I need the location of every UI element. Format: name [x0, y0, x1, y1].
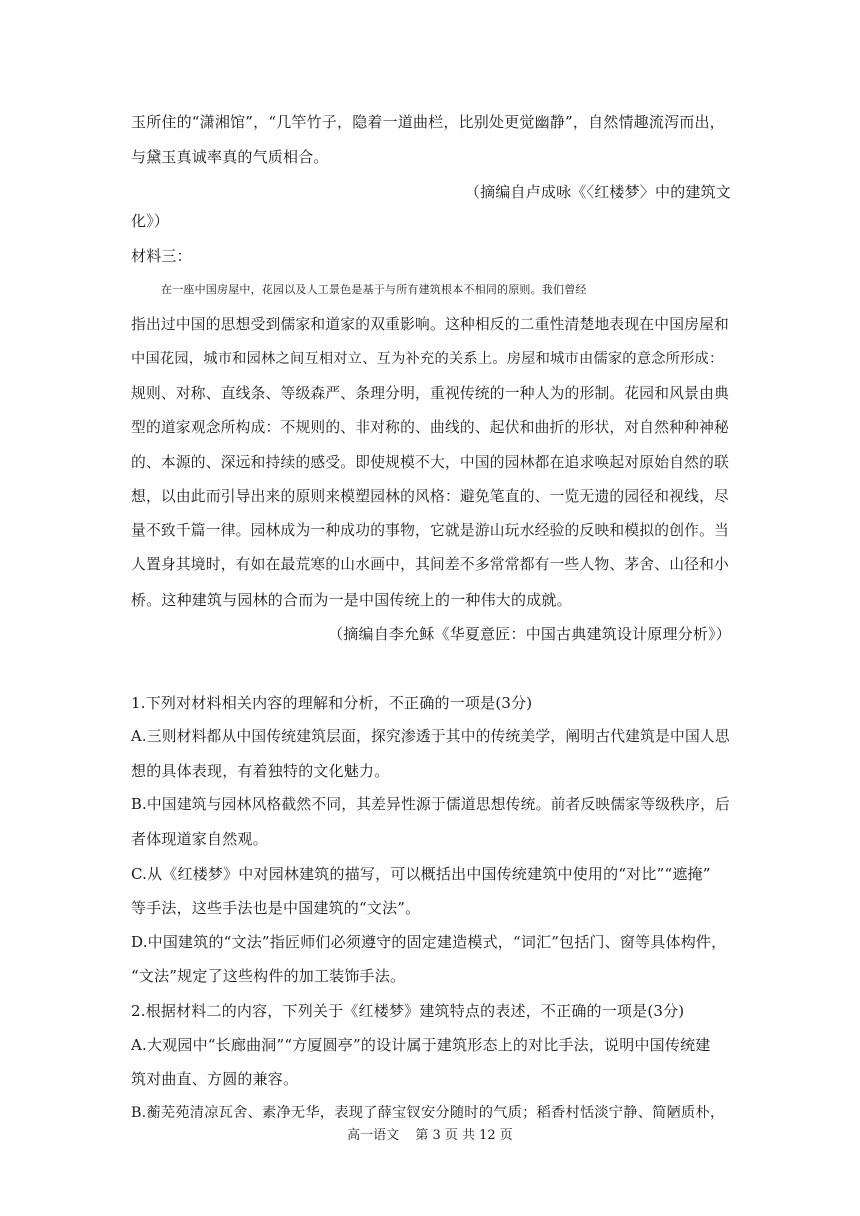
paragraph-line: 规则、对称、直线条、等级森严、条理分明，重视传统的一种人为的形制。花园和风景由典	[131, 385, 729, 402]
material-heading: 材料三：	[131, 247, 192, 265]
option-b: B.蘅芜苑清凉瓦舍、素净无华，表现了薛宝钗安分随时的气质；稻香村恬淡宁静、简陋质朴，	[131, 1105, 725, 1121]
source-citation: （摘编自卢成咏《〈红楼梦〉中的建筑文	[464, 183, 731, 201]
option-b: B.中国建筑与园林风格截然不同，其差异性源于儒道思想传统。前者反映儒家等级秩序，后	[131, 796, 730, 813]
option-c: C.从《红楼梦》中对园林建筑的描写，可以概括出中国传统建筑中使用的“对比”“遮掩”	[131, 865, 711, 883]
question-stem: 1.下列对材料相关内容的理解和分析，不正确的一项是(3分)	[131, 694, 533, 712]
paragraph-line: 型的道家观念所构成：不规则的、非对称的、曲线的、起伏和曲折的形状，对自然种种神秘	[131, 419, 729, 436]
paragraph-line: 中国花园，城市和园林之间互相对立、互为补充的关系上。房屋和城市由儒家的意念所形成：	[131, 351, 724, 367]
paragraph-line: 在一座中国房屋中，花园以及人工景色是基于与所有建筑根本不相同的原则。我们曾经	[161, 283, 587, 296]
text-line: 与黛玉真诚率真的气质相合。	[131, 148, 329, 166]
paragraph-line: 指出过中国的思想受到儒家和道家的双重影响。这种相反的二重性清楚地表现在中国房屋和	[131, 316, 729, 333]
paragraph-line: 量不致千篇一律。园林成为一种成功的事物，它就是游山玩水经验的反映和模拟的创作。当	[131, 522, 729, 539]
paragraph-line: 的、本源的、深远和持续的感受。即使规模不大，中国的园林都在追求唤起对原始自然的联	[131, 454, 729, 471]
option-a: A.大观园中“长廊曲洞”“方厦圆亭”的设计属于建筑形态上的对比手法，说明中国传统建	[131, 1036, 711, 1054]
option-a: A.三则材料都从中国传统建筑层面，探究渗透于其中的传统美学，阐明古代建筑是中国人思	[131, 728, 730, 745]
option-d-cont: “文法”规定了这些构件的加工装饰手法。	[131, 967, 406, 985]
page-footer	[0, 1127, 860, 1145]
option-a-cont: 筑对曲直、方圆的兼容。	[131, 1070, 299, 1088]
option-b-cont: 者体现道家自然观。	[131, 830, 268, 848]
paragraph-line: 人置身其境时，有如在最荒寒的山水画中，其间差不多常常都有一些人物、茅舍、山径和小	[131, 556, 729, 573]
source-citation-cont: 化》）	[131, 212, 170, 230]
footer-subject: 高一语文	[347, 1128, 400, 1143]
paragraph-line: 想，以由此而引导出来的原则来模塑园林的风格：避免笔直的、一览无遗的园径和视线，尽	[131, 488, 729, 505]
footer-page-number: 第 3 页 共 12 页	[415, 1128, 513, 1143]
question-stem: 2.根据材料二的内容，下列关于《红楼梦》建筑特点的表述，不正确的一项是(3分)	[131, 1002, 685, 1020]
option-a-cont: 想的具体表现，有着独特的文化魅力。	[131, 762, 390, 780]
option-c-cont: 等手法，这些手法也是中国建筑的“文法”。	[131, 899, 421, 917]
source-citation: （摘编自李允稣《华夏意匠：中国古典建筑设计原理分析》）	[328, 625, 731, 643]
paragraph-line: 桥。这种建筑与园林的合而为一是中国传统上的一种伟大的成就。	[131, 591, 572, 609]
text-line: 玉所住的“潇湘馆”，“几竿竹子，隐着一道曲栏，比别处更觉幽静”，自然情趣流泻而出，	[131, 113, 725, 131]
option-d: D.中国建筑的“文法”指匠师们必须遵守的固定建造模式，“词汇”包括门、窗等具体构件，	[131, 933, 727, 951]
